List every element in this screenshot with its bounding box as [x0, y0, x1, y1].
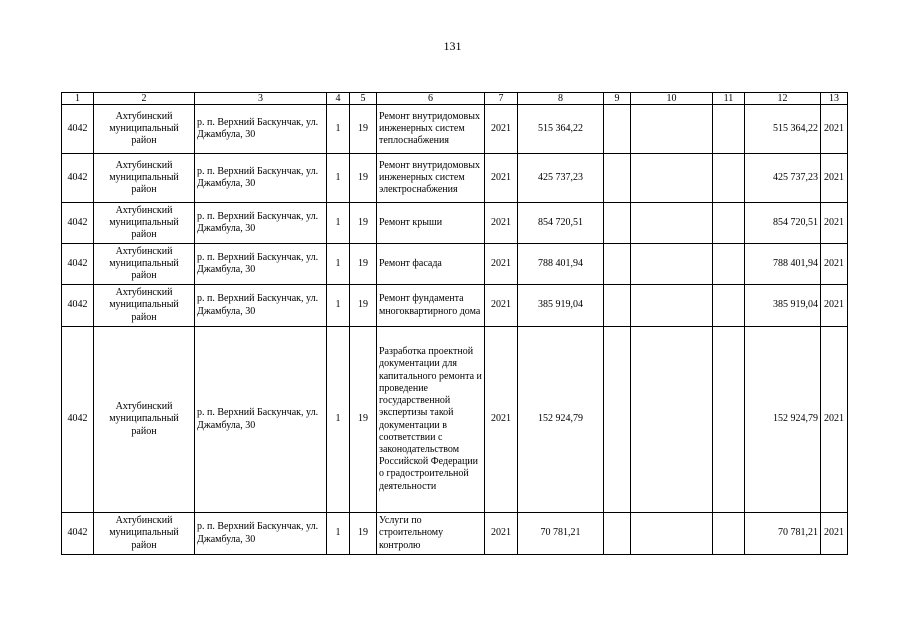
total-cell: 152 924,79 [745, 327, 821, 513]
total-cell: 425 737,23 [745, 154, 821, 203]
col10-cell [631, 285, 713, 327]
district-cell: Ахтубинский муниципальный район [94, 285, 195, 327]
year-cell: 2021 [485, 203, 518, 244]
column-header: 5 [350, 93, 377, 105]
col11-cell [713, 285, 745, 327]
district-cell: Ахтубинский муниципальный район [94, 105, 195, 154]
col13-cell: 2021 [821, 105, 848, 154]
repair-program-table [61, 92, 848, 555]
column-number-row [62, 93, 848, 105]
address-cell: р. п. Верхний Баскунчак, ул. Джамбула, 30 [195, 244, 327, 285]
year-cell: 2021 [485, 327, 518, 513]
table-row [62, 154, 848, 203]
col5-cell: 19 [350, 154, 377, 203]
column-header: 13 [821, 93, 848, 105]
column-header: 12 [745, 93, 821, 105]
year-cell: 2021 [485, 154, 518, 203]
total-cell: 515 364,22 [745, 105, 821, 154]
address-cell: р. п. Верхний Баскунчак, ул. Джамбула, 30 [195, 285, 327, 327]
total-cell: 385 919,04 [745, 285, 821, 327]
col11-cell [713, 105, 745, 154]
column-header: 7 [485, 93, 518, 105]
district-cell: Ахтубинский муниципальный район [94, 244, 195, 285]
work-type-cell: Ремонт внутридомовых инженерных систем электроснабжения [377, 154, 485, 203]
column-header: 8 [518, 93, 604, 105]
row-id: 4042 [62, 203, 94, 244]
col5-cell: 19 [350, 105, 377, 154]
cost-cell: 788 401,94 [518, 244, 604, 285]
column-header: 6 [377, 93, 485, 105]
work-type-cell: Ремонт внутридомовых инженерных систем теплоснабжения [377, 105, 485, 154]
column-header: 4 [327, 93, 350, 105]
total-cell: 854 720,51 [745, 203, 821, 244]
cost-cell: 425 737,23 [518, 154, 604, 203]
cost-cell: 515 364,22 [518, 105, 604, 154]
col4-cell: 1 [327, 203, 350, 244]
table-row [62, 513, 848, 555]
col10-cell [631, 244, 713, 285]
col11-cell [713, 154, 745, 203]
col9-cell [604, 327, 631, 513]
col4-cell: 1 [327, 327, 350, 513]
work-type-cell: Ремонт фасада [377, 244, 485, 285]
district-cell: Ахтубинский муниципальный район [94, 327, 195, 513]
address-cell: р. п. Верхний Баскунчак, ул. Джамбула, 30 [195, 513, 327, 555]
col9-cell [604, 105, 631, 154]
cost-cell: 854 720,51 [518, 203, 604, 244]
district-cell: Ахтубинский муниципальный район [94, 513, 195, 555]
column-header: 11 [713, 93, 745, 105]
district-cell: Ахтубинский муниципальный район [94, 154, 195, 203]
col9-cell [604, 203, 631, 244]
year-cell: 2021 [485, 285, 518, 327]
col13-cell: 2021 [821, 244, 848, 285]
page-number: 131 [443, 39, 462, 53]
row-id: 4042 [62, 513, 94, 555]
address-cell: р. п. Верхний Баскунчак, ул. Джамбула, 30 [195, 105, 327, 154]
column-header: 1 [62, 93, 94, 105]
col4-cell: 1 [327, 105, 350, 154]
col10-cell [631, 203, 713, 244]
col9-cell [604, 513, 631, 555]
table-row [62, 105, 848, 154]
table-row [62, 327, 848, 513]
col5-cell: 19 [350, 203, 377, 244]
work-type-cell: Разработка проектной документации для капитального ремонта и проведение государственной экспертизы такой документации в соответствии с законодательством Российской Федерации о градостроительной деятельности [377, 327, 485, 513]
work-type-cell: Услуги по строительному контролю [377, 513, 485, 555]
col9-cell [604, 285, 631, 327]
row-id: 4042 [62, 285, 94, 327]
col13-cell: 2021 [821, 154, 848, 203]
col5-cell: 19 [350, 285, 377, 327]
col11-cell [713, 203, 745, 244]
district-cell: Ахтубинский муниципальный район [94, 203, 195, 244]
col5-cell: 19 [350, 327, 377, 513]
col4-cell: 1 [327, 285, 350, 327]
col5-cell: 19 [350, 244, 377, 285]
col13-cell: 2021 [821, 513, 848, 555]
col4-cell: 1 [327, 244, 350, 285]
table-row [62, 285, 848, 327]
table-row [62, 244, 848, 285]
table-row [62, 203, 848, 244]
column-header: 10 [631, 93, 713, 105]
work-type-cell: Ремонт фундамента многоквартирного дома [377, 285, 485, 327]
row-id: 4042 [62, 105, 94, 154]
col13-cell: 2021 [821, 285, 848, 327]
row-id: 4042 [62, 327, 94, 513]
col5-cell: 19 [350, 513, 377, 555]
col11-cell [713, 513, 745, 555]
col10-cell [631, 513, 713, 555]
col10-cell [631, 327, 713, 513]
col11-cell [713, 327, 745, 513]
cost-cell: 70 781,21 [518, 513, 604, 555]
address-cell: р. п. Верхний Баскунчак, ул. Джамбула, 30 [195, 203, 327, 244]
col4-cell: 1 [327, 154, 350, 203]
year-cell: 2021 [485, 105, 518, 154]
col9-cell [604, 154, 631, 203]
address-cell: р. п. Верхний Баскунчак, ул. Джамбула, 30 [195, 154, 327, 203]
cost-cell: 385 919,04 [518, 285, 604, 327]
col13-cell: 2021 [821, 327, 848, 513]
total-cell: 70 781,21 [745, 513, 821, 555]
total-cell: 788 401,94 [745, 244, 821, 285]
work-type-cell: Ремонт крыши [377, 203, 485, 244]
col10-cell [631, 105, 713, 154]
col11-cell [713, 244, 745, 285]
address-cell: р. п. Верхний Баскунчак, ул. Джамбула, 30 [195, 327, 327, 513]
col10-cell [631, 154, 713, 203]
col4-cell: 1 [327, 513, 350, 555]
year-cell: 2021 [485, 513, 518, 555]
column-header: 9 [604, 93, 631, 105]
col13-cell: 2021 [821, 203, 848, 244]
column-header: 2 [94, 93, 195, 105]
col9-cell [604, 244, 631, 285]
cost-cell: 152 924,79 [518, 327, 604, 513]
row-id: 4042 [62, 154, 94, 203]
row-id: 4042 [62, 244, 94, 285]
year-cell: 2021 [485, 244, 518, 285]
column-header: 3 [195, 93, 327, 105]
